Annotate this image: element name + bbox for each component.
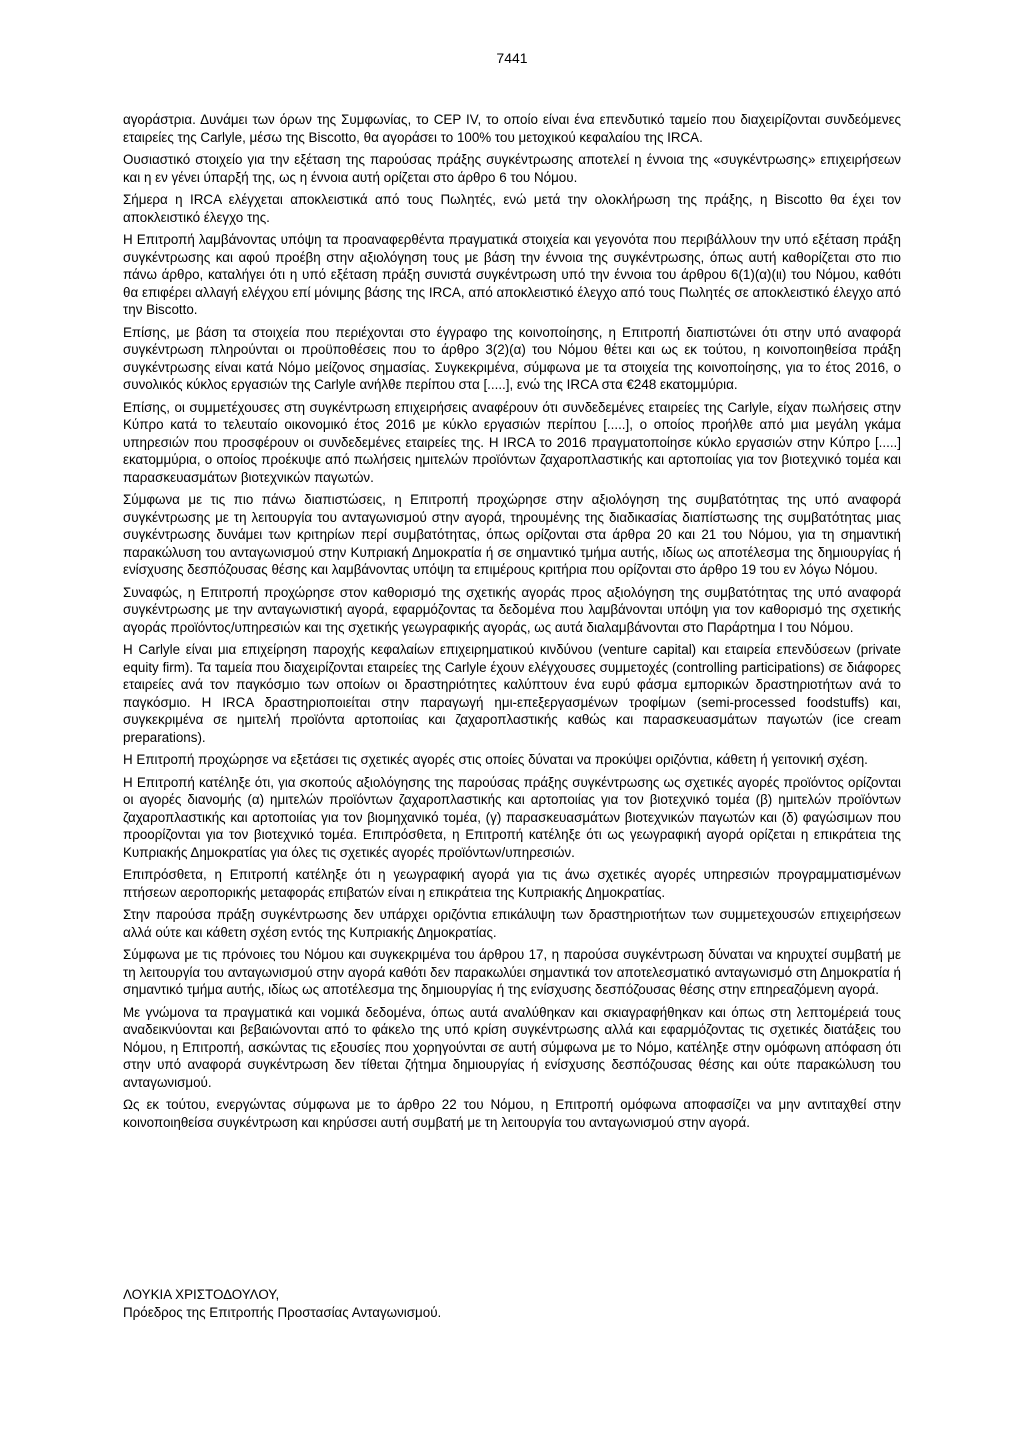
paragraph-10: Η Επιτροπή προχώρησε να εξετάσει τις σχετικές αγορές στις οποίες δύναται να προκύψει οριζόντια, κάθετη ή γειτονική σχέση. (123, 752, 868, 767)
paragraph-7: Σύμφωνα με τις πιο πάνω διαπιστώσεις, η Επιτροπή προχώρησε στην αξιολόγηση της συμβατότητας της υπό αναφορά συγκέντρωσης με τη λειτουργία του ανταγωνισμού στην αγορά, τηρουμένης της διαδικασίας διαπίστωσης της συμβατότητας μιας συγκέντρωσης δυνάμει των κριτηρίων περί συμβατότητας, όπως ορίζονται στα άρθρα 20 και 21 του Νόμου, για τη σημαντική παρακώλυση του ανταγωνισμού στην Κυπριακή Δημοκρατία ή σε σημαντικό τμήμα αυτής, ιδίως ως αποτέλεσμα της δημιουργίας ή ενίσχυσης δεσπόζουσας θέσης και λαμβάνοντας υπόψη τα επιμέρους κριτήρια που ορίζονται στο άρθρο 19 του εν λόγω Νόμου. (123, 492, 901, 577)
paragraph-4: Η Επιτροπή λαμβάνοντας υπόψη τα προαναφερθέντα πραγματικά στοιχεία και γεγονότα που περιβάλλουν την υπό εξέταση πράξη συγκέντρωσης και αφού προέβη στην αξιολόγηση τους με βάση την έννοια της συγκέντρωσης, όπως αυτή καθορίζεται στο πιο πάνω άρθρο, καταλήγει ότι η υπό εξέταση πράξη συνιστά συγκέντρωση υπό την έννοια του άρθρου 6(1)(α)(ιι) του Νόμου, καθότι θα επιφέρει αλλαγή ελέγχου επί μόνιμης βάσης της IRCA, από αποκλειστικό έλεγχο από τους Πωλητές σε αποκλειστικό έλεγχο από την Biscotto. (123, 232, 901, 317)
paragraph-9: Η Carlyle είναι μια επιχείρηση παροχής κεφαλαίων επιχειρηματικού κινδύνου (venture capital) και εταιρεία επενδύσεων (private equity firm). Τα ταμεία που διαχειρίζονται εταιρείες της Carlyle έχουν ελέγχουσες συμμετοχές (controlling participations) σε διάφορες εταιρείες ανά τον παγκόσμιο των οποίων οι δραστηριότητες καλύπτουν ένα ευρύ φάσμα εμπορικών δραστηριοτήτων ανά το παγκόσμιο. Η IRCA δραστηριοποιείται στην παραγωγή ημι-επεξεργασμένων τροφίμων (semi-processed foodstuffs) και, συγκεκριμένα σε ημιτελή προϊόντα αρτοποιίας και ζαχαροπλαστικής καθώς και παρασκευασμάτων παγωτών (ice cream preparations). (123, 642, 901, 745)
paragraph-15: Με γνώμονα τα πραγματικά και νομικά δεδομένα, όπως αυτά αναλύθηκαν και σκιαγραφήθηκαν και όπως στη λεπτομέρειά τους αναδεικνύονται και βεβαιώνονται από το φάκελο της υπό κρίση συγκέντρωσης αλλά και εφαρμόζοντας τις σχετικές διατάξεις του Νόμου, η Επιτροπή, ασκώντας τις εξουσίες που χορηγούνται σε αυτή σύμφωνα με το Νόμο, κατέληξε στην ομόφωνη απόφαση ότι στην υπό αναφορά συγκέντρωση δεν τίθεται ζήτημα δημιουργίας ή ενίσχυσης δεσπόζουσας θέσης και ούτε παρακώλυση του ανταγωνισμού. (123, 1004, 901, 1090)
paragraph-3: Σήμερα η IRCA ελέγχεται αποκλειστικά από τους Πωλητές, ενώ μετά την ολοκλήρωση της πράξης, η Biscotto θα έχει τον αποκλειστικό έλεγχο της. (123, 192, 901, 225)
paragraph-13: Στην παρούσα πράξη συγκέντρωσης δεν υπάρχει οριζόντια επικάλυψη των δραστηριοτήτων των συμμετεχουσών επιχειρήσεων αλλά ούτε και κάθετη σχέση εντός της Κυπριακής Δημοκρατίας. (123, 907, 901, 940)
paragraph-16: Ως εκ τούτου, ενεργώντας σύμφωνα με το άρθρο 22 του Νόμου, η Επιτροπή ομόφωνα αποφασίζει να μην αντιταχθεί στην κοινοποιηθείσα συγκέντρωση και κηρύσσει αυτή συμβατή με τη λειτουργία του ανταγωνισμού στην αγορά. (123, 1097, 901, 1130)
paragraph-14: Σύμφωνα με τις πρόνοιες του Νόμου και συγκεκριμένα του άρθρου 17, η παρούσα συγκέντρωση δύναται να κηρυχτεί συμβατή με τη λειτουργία του ανταγωνισμού στην αγορά καθότι δεν παρακωλύει σημαντικά τον αποτελεσματικό ανταγωνισμό στη Δημοκρατία ή σημαντικό τμήμα αυτής, ιδίως ως αποτέλεσμα της δημιουργίας ή της ενίσχυσης δεσπόζουσας θέσης στην επηρεαζόμενη αγορά. (123, 947, 901, 997)
paragraph-12: Επιπρόσθετα, η Επιτροπή κατέληξε ότι η γεωγραφική αγορά για τις άνω σχετικές αγορές υπηρεσιών προγραμματισμένων πτήσεων αεροπορικής μεταφοράς επιβατών είναι η επικράτεια της Κυπριακής Δημοκρατίας. (123, 867, 901, 900)
signatory-name: ΛΟΥΚΙΑ ΧΡΙΣΤΟΔΟΥΛΟΥ, (123, 1287, 280, 1302)
paragraph-6: Επίσης, οι συμμετέχουσες στη συγκέντρωση επιχειρήσεις αναφέρουν ότι συνδεδεμένες εταιρείες της Carlyle, είχαν πωλήσεις στην Κύπρο κατά το τελευταίο οικονομικό έτος 2016 με κύκλο εργασιών περίπου [.....], ο οποίος προήλθε από μια μεγάλη γκάμα υπηρεσιών που προσφέρουν οι συνδεδεμένες εταιρείες της. Η IRCA το 2016 πραγματοποίησε κύκλο εργασιών στην Κύπρο [.....] εκατομμύρια, ο οποίος προέκυψε από πωλήσεις ημιτελών προϊόντων ζαχαροπλαστικής και αρτοποιίας για τον βιοτεχνικό τομέα και παρασκευασμάτων βιοτεχνικών παγωτών. (123, 399, 901, 485)
paragraph-1: αγοράστρια. Δυνάμει των όρων της Συμφωνίας, το CEP IV, το οποίο είναι ένα επενδυτικό ταμείο που διαχειρίζονται συνδεόμενες εταιρείες της Carlyle, μέσω της Biscotto, θα αγοράσει το 100% του μετοχικού κεφαλαίου της IRCA. (123, 112, 901, 145)
paragraph-11: Η Επιτροπή κατέληξε ότι, για σκοπούς αξιολόγησης της παρούσας πράξης συγκέντρωσης ως σχετικές αγορές προϊόντος ορίζονται οι αγορές διανομής (α) ημιτελών προϊόντων ζαχαροπλαστικής και αρτοποιίας για τον βιοτεχνικό τομέα (β) ημιτελών προϊόντων ζαχαροπλαστικής και αρτοποιίας για τον βιομηχανικό τομέα, (γ) παρασκευασμάτων βιοτεχνικών παγωτών και (δ) φαγώσιμων που προορίζονται για τον βιοτεχνικό τομέα. Επιπρόσθετα, η Επιτροπή κατέληξε ότι ως γεωγραφική αγορά ορίζεται η επικράτεια της Κυπριακής Δημοκρατίας για όλες τις σχετικές αγορές προϊόντων/υπηρεσιών. (123, 774, 901, 860)
paragraph-2: Ουσιαστικό στοιχείο για την εξέταση της παρούσας πράξης συγκέντρωσης αποτελεί η έννοια της «συγκέντρωσης» επιχειρήσεων και η εν γένει ύπαρξή της, ως η έννοια αυτή ορίζεται στο άρθρο 6 του Νόμου. (123, 152, 901, 185)
signature-block (123, 1286, 723, 1321)
page-number: 7441 (496, 50, 528, 66)
document-body (123, 111, 901, 1136)
paragraph-5: Επίσης, με βάση τα στοιχεία που περιέχονται στο έγγραφο της κοινοποίησης, η Επιτροπή διαπιστώνει ότι στην υπό αναφορά συγκέντρωση πληρούνται οι προϋποθέσεις που το άρθρο 3(2)(α) του Νόμου θέτει και ως εκ τούτου, η κοινοποιηθείσα πράξη συγκέντρωσης είναι κατά Νόμο μείζονος σημασίας. Συγκεκριμένα, σύμφωνα με τα στοιχεία της κοινοποίησης, για το έτος 2016, ο συνολικός κύκλος εργασιών της Carlyle ανήλθε περίπου στα [.....], ενώ της IRCA στα €248 εκατομμύρια. (123, 324, 901, 392)
paragraph-8: Συναφώς, η Επιτροπή προχώρησε στον καθορισμό της σχετικής αγοράς προς αξιολόγηση της συμβατότητας της υπό αναφορά συγκέντρωσης με την ανταγωνιστική αγορά, εφαρμόζοντας τα δεδομένα που λαμβάνονται υπόψη για τον καθορισμό της σχετικής αγοράς προϊόντος/υπηρεσιών και της σχετικής γεωγραφικής αγοράς, ως αυτά διαλαμβάνονται στο Παράρτημα Ι του Νόμου. (123, 584, 901, 635)
signatory-title: Πρόεδρος της Επιτροπής Προστασίας Ανταγωνισμού. (123, 1304, 442, 1320)
